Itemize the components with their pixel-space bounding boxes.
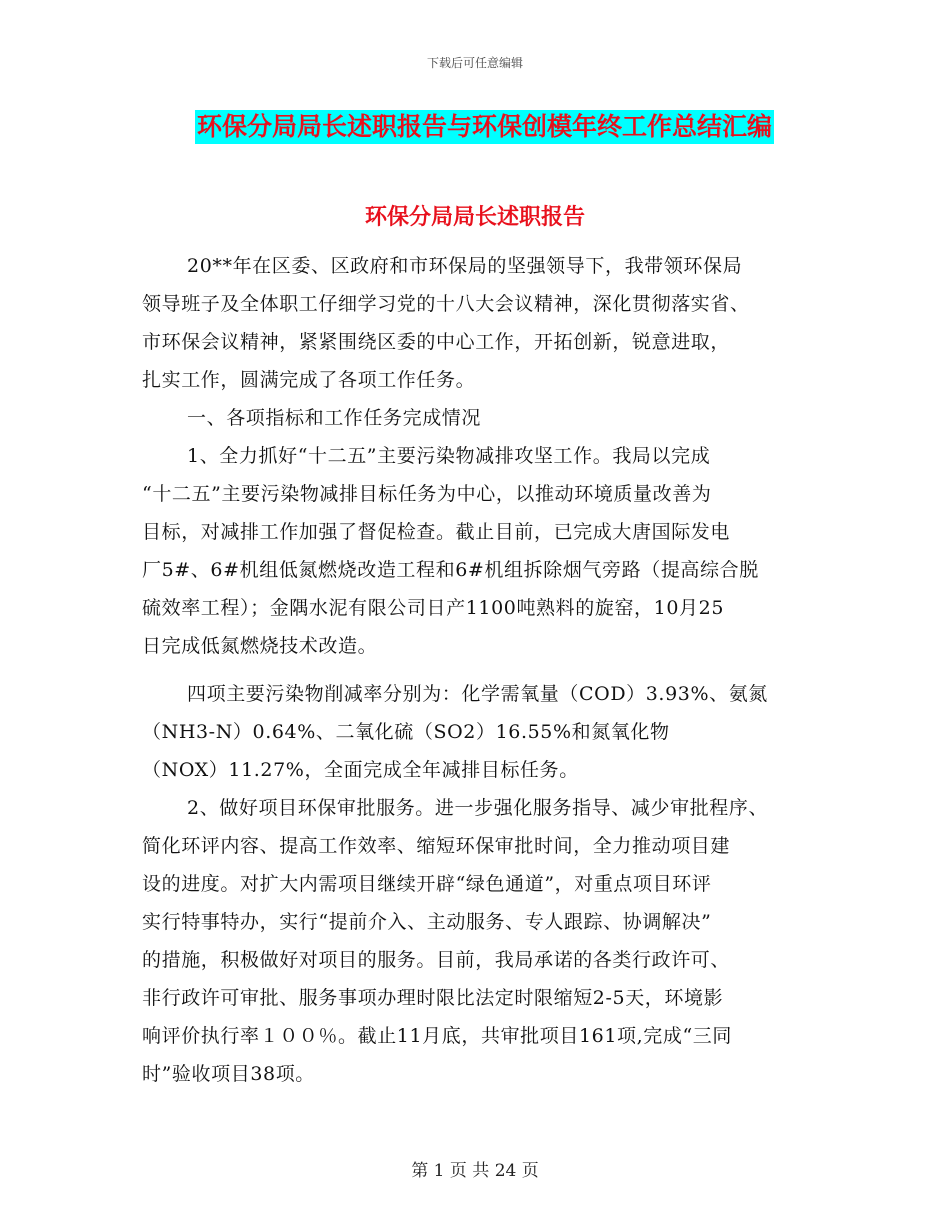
paragraph-line: 厂5#、6#机组低氮燃烧改造工程和6#机组拆除烟气旁路（提高综合脱 [142,559,759,581]
header-note: 下载后可任意编辑 [426,56,523,70]
paragraph-line: 设的进度。对扩大内需项目继续开辟“绿色通道”，对重点项目环评 [142,873,712,895]
paragraph-line: “十二五”主要污染物减排目标任务为中心，以推动环境质量改善为 [142,483,712,505]
paragraph-line: 日完成低氮燃烧技术改造。 [142,635,378,657]
paragraph-line: 实行特事特办，实行“提前介入、主动服务、专人跟踪、协调解决” [142,911,712,933]
paragraph-line: 非行政许可审批、服务事项办理时限比法定时限缩短2-5天，环境影 [142,987,724,1009]
document-title: 环保分局局长述职报告与环保创模年终工作总结汇编 [195,110,774,144]
paragraph-line: 时”验收项目38项。 [142,1063,315,1085]
paragraph-line: 1、全力抓好“十二五”主要污染物减排攻坚工作。我局以完成 [187,445,711,467]
paragraph-line: 简化环评内容、提高工作效率、缩短环保审批时间，全力推动项目建 [142,835,731,857]
paragraph-line: 领导班子及全体职工仔细学习党的十八大会议精神，深化贯彻落实省、 [142,293,750,315]
paragraph-line: 四项主要污染物削减率分别为：化学需氧量（COD）3.93%、氨氮 [187,683,768,705]
subheading: 一、各项指标和工作任务完成情况 [187,407,482,429]
paragraph-line: 响评价执行率１００％。截止11月底，共审批项目161项,完成“三同 [142,1025,732,1047]
paragraph-line: 硫效率工程）；金隅水泥有限公司日产1100吨熟料的旋窑，10月25 [142,597,725,619]
paragraph-line: 20**年在区委、区政府和市环保局的坚强领导下，我带领环保局 [187,255,743,277]
paragraph-line: 的措施，积极做好对项目的服务。目前，我局承诺的各类行政许可、 [142,949,731,971]
paragraph-line: 市环保会议精神，紧紧围绕区委的中心工作，开拓创新，锐意进取， [142,331,731,353]
page-number-footer: 第 1 页 共 24 页 [411,1161,539,1181]
paragraph-line: （NOX）11.27%，全面完成全年减排目标任务。 [142,759,579,781]
paragraph-line: 扎实工作，圆满完成了各项工作任务。 [142,369,476,391]
paragraph-line: （NH3-N）0.64%、二氧化硫（SO2）16.55%和氮氧化物 [142,721,670,743]
section-title: 环保分局局长述职报告 [364,205,585,230]
report-body [142,247,822,1093]
paragraph-line: 目标，对减排工作加强了督促检查。截止目前，已完成大唐国际发电 [142,521,731,543]
paragraph-line: 2、做好项目环保审批服务。进一步强化服务指导、减少审批程序、 [187,797,769,819]
